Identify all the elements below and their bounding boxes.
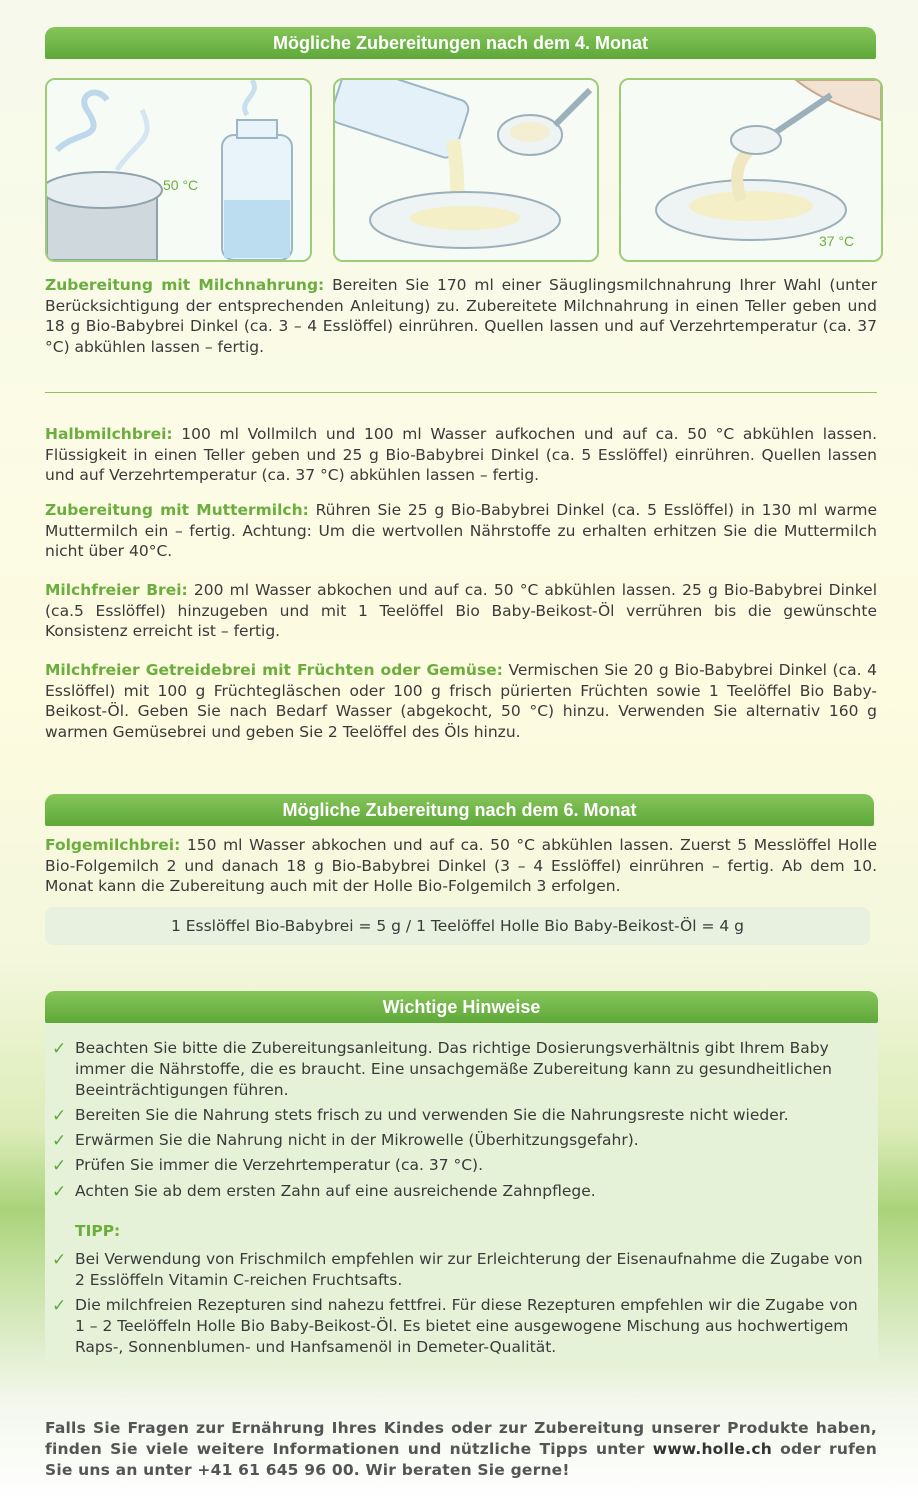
paragraph-milchnahrung [45, 275, 877, 357]
equivalence-text: 1 Esslöffel Bio-Babybrei = 5 g / 1 Teelöffel Holle Bio Baby-Beikost-Öl = 4 g [170, 917, 745, 935]
label-getreidebrei: Milchfreier Getreidebrei mit Früchten oder Gemüse: [45, 661, 503, 679]
label-milchnahrung: Zubereitung mit Milchnahrung: [45, 276, 325, 294]
checkmark-icon: ✓ [52, 1250, 67, 1270]
text-milchnahrung: Bereiten Sie 170 ml einer Säuglingsmilchnahrung Ihrer Wahl (unter Berücksichtigung der entsprechenden Anleitung) zu. Zubereitete Milchnahrung in einen Teller geben und 18 g Bio-Babybrei Dinkel (ca. 3 – 4 Esslöffel) einrühren. Quellen lassen und auf Verzehrtemperatur (ca. 37 °C) abkühlen lassen – fertig. [45, 276, 877, 356]
illustration-panel-serving [619, 78, 883, 262]
checkmark-icon: ✓ [52, 1106, 67, 1126]
label-halbmilchbrei: Halbmilchbrei: [45, 425, 173, 443]
paragraph-getreidebrei [45, 660, 877, 742]
text-halbmilchbrei: 100 ml Vollmilch und 100 ml Wasser aufkochen und auf ca. 50 °C abkühlen lassen. Flüssigkeit in einen Teller geben und 25 g Bio-Babybrei Dinkel (ca. 5 Esslöffel) einrühren. Quellen lassen und auf Verzehrtemperatur (ca. 37 °C) abkühlen lassen – fertig. [45, 425, 877, 484]
text-milchfreier-brei: 200 ml Wasser abkochen und auf ca. 50 °C abkühlen lassen. 25 g Bio-Babybrei Dinkel (ca.5 Esslöffel) hinzugeben und mit 1 Teelöffel Bio Baby-Beikost-Öl verrühren bis die gewünschte Konsistenz erreicht ist – fertig. [45, 581, 877, 640]
divider [45, 392, 877, 393]
checkmark-icon: ✓ [52, 1156, 67, 1176]
tipp-label: TIPP: [75, 1222, 121, 1240]
tipp-text: Die milchfreien Rezepturen sind nahezu fettfrei. Für diese Rezepturen empfehlen wir die Zugabe von 1 – 2 Teelöffeln Holle Bio Baby-Beikost-Öl. Es bietet eine ausgewogene Mischung aus hochwertigem Raps-, Sonnenblumen- und Hanfsamenöl in Demeter-Qualität. [75, 1296, 858, 1356]
section-header-4-monat [45, 27, 876, 59]
text-folgemilchbrei: 150 ml Wasser abkochen und auf ca. 50 °C abkühlen lassen. Zuerst 5 Messlöffel Holle Bio-Folgemilch 2 und danach 18 g Bio-Babybrei Dinkel (3 – 4 Esslöffel) einrühren – fertig. Ab dem 10. Monat kann die Zubereitung auch mit der Holle Bio-Folgemilch 3 erfolgen. [45, 836, 877, 895]
checkmark-icon: ✓ [52, 1131, 67, 1151]
hinweis-item [52, 1105, 867, 1126]
hinweis-item [52, 1130, 867, 1151]
bowl-and-spoon-illustration [621, 80, 881, 260]
text-getreidebrei: Vermischen Sie 20 g Bio-Babybrei Dinkel (ca. 4 Esslöffel) mit 100 g Früchtegläschen oder 100 g frisch pürierten Früchten sowie 1 Teelöffel Bio Baby-Beikost-Öl. Geben Sie nach Bedarf Wasser (abgekocht, 50 °C) hinzu. Verwenden Sie alternativ 160 g warmen Gemüsebrei und geben Sie 2 Teelöffel des Öls hinzu. [45, 661, 877, 741]
tipp-item [52, 1295, 867, 1358]
equivalence-note [45, 907, 870, 945]
text-muttermilch: Rühren Sie 25 g Bio-Babybrei Dinkel (ca. 5 Esslöffel) in 130 ml warme Muttermilch ein – fertig. Achtung: Um die wertvollen Nährstoffe zu erhalten erhitzen Sie die Muttermilch nicht über 40°C. [45, 501, 877, 560]
checkmark-icon: ✓ [52, 1182, 67, 1202]
paragraph-halbmilchbrei [45, 424, 877, 486]
footer-text-2: oder rufen Sie uns an unter +41 61 645 96 00. Wir beraten Sie gerne! [45, 1440, 877, 1479]
hinweis-text: Achten Sie ab dem ersten Zahn auf eine ausreichende Zahnpflege. [75, 1182, 596, 1200]
section-header-6-monat [45, 794, 874, 826]
bottle-and-spoon-illustration [335, 80, 597, 260]
illustration-panel-heating [45, 78, 312, 262]
label-milchfreier-brei: Milchfreier Brei: [45, 581, 188, 599]
hinweis-text: Prüfen Sie immer die Verzehrtemperatur (ca. 37 °C). [75, 1156, 484, 1174]
hinweis-text: Beachten Sie bitte die Zubereitungsanleitung. Das richtige Dosierungsverhältnis gibt Ihrem Baby immer die Nährstoffe, die es braucht. Eine unsachgemäße Zubereitung kann zu gesundheitlichen Beeinträchtigungen führen. [75, 1039, 832, 1099]
paragraph-muttermilch [45, 500, 877, 562]
hinweis-item [52, 1181, 867, 1202]
paragraph-folgemilchbrei [45, 835, 877, 897]
section-title: Mögliche Zubereitung nach dem 6. Monat [282, 800, 637, 820]
tipp-item [52, 1249, 867, 1291]
footer-note [45, 1418, 877, 1481]
tipp-text: Bei Verwendung von Frischmilch empfehlen wir zur Erleichterung der Eisenaufnahme die Zugabe von 2 Esslöffeln Vitamin C-reichen Fruchtsafts. [75, 1250, 863, 1289]
hinweis-item [52, 1155, 867, 1176]
temp-label-37: 37 °C [819, 233, 855, 249]
section-header-hinweise [45, 991, 878, 1023]
footer-url[interactable]: www.holle.ch [652, 1440, 772, 1458]
temp-label-50: 50 °C [163, 177, 199, 193]
paragraph-milchfreier-brei [45, 580, 877, 642]
hinweis-text: Erwärmen Sie die Nahrung nicht in der Mikrowelle (Überhitzungsgefahr). [75, 1131, 639, 1149]
section-title: Wichtige Hinweise [382, 997, 541, 1017]
label-folgemilchbrei: Folgemilchbrei: [45, 836, 181, 854]
illustration-panel-pouring [333, 78, 599, 262]
checkmark-icon: ✓ [52, 1296, 67, 1316]
hinweis-item [52, 1038, 867, 1101]
footer-text-1: Falls Sie Fragen zur Ernährung Ihres Kindes oder zur Zubereitung unserer Produkte haben, finden Sie viele weitere Informationen und nützliche Tipps unter [45, 1419, 877, 1458]
section-title: Mögliche Zubereitungen nach dem 4. Monat [272, 33, 649, 53]
pot-and-bottle-illustration [47, 80, 310, 260]
hinweis-text: Bereiten Sie die Nahrung stets frisch zu und verwenden Sie die Nahrungsreste nicht wieder. [75, 1106, 789, 1124]
label-muttermilch: Zubereitung mit Muttermilch: [45, 501, 309, 519]
checkmark-icon: ✓ [52, 1039, 67, 1059]
